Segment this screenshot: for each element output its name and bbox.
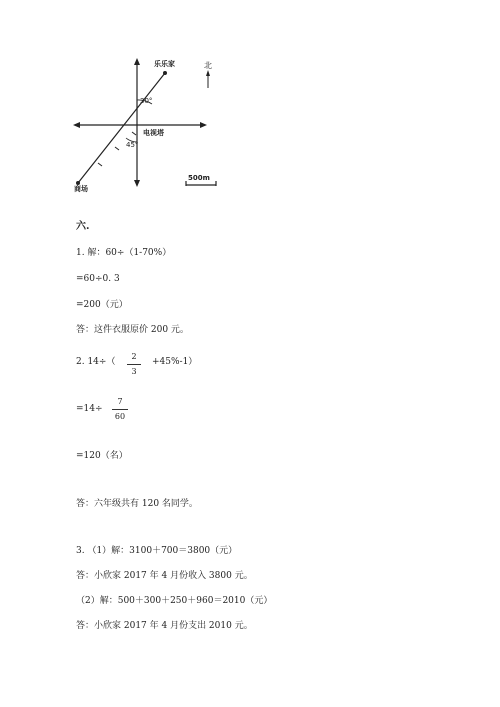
scale-label: 500m (188, 174, 210, 182)
fraction-numerator: 7 (117, 397, 123, 406)
diagonal-tick (115, 147, 119, 150)
north-arrowhead (134, 58, 140, 65)
diagonal-route (78, 73, 165, 183)
diagonal-tick (98, 163, 102, 166)
fraction-bar (112, 409, 128, 410)
q2-line2-prefix: =14÷ (76, 404, 103, 414)
fraction-denominator: 3 (131, 367, 137, 376)
q3-part2: （2）解：500＋300＋250＋960＝2010（元） (76, 596, 273, 606)
diagonal-tick (132, 132, 136, 135)
lelejia-label: 乐乐家 (154, 60, 175, 68)
fraction-bar (127, 364, 141, 365)
west-arrowhead (73, 122, 80, 128)
fraction-denominator: 60 (114, 412, 126, 421)
south-arrowhead (134, 180, 140, 187)
lelejia-point (163, 71, 167, 75)
q2-line3: =120（名） (76, 451, 128, 461)
q2-fraction-two-thirds (127, 352, 141, 377)
mall-label: 商场 (74, 185, 88, 193)
q3-answer1: 答：小欣家 2017 年 4 月份收入 3800 元。 (76, 571, 253, 581)
q2-fraction-seven-sixtieths (112, 397, 128, 422)
q3-answer2: 答：小欣家 2017 年 4 月份支出 2010 元。 (76, 621, 253, 631)
north-arrow-head (206, 70, 210, 76)
q1-line1: 1. 解：60÷（1-70%） (76, 248, 172, 258)
fraction-numerator: 2 (131, 352, 137, 361)
q2-answer: 答：六年级共有 120 名同学。 (76, 499, 198, 509)
q1-line2: =60÷0. 3 (76, 274, 120, 284)
q1-line3: =200（元） (76, 300, 128, 310)
section-title: 六. (76, 221, 90, 232)
direction-diagram (70, 50, 230, 200)
angle-45-label: 45° (126, 141, 139, 149)
q2-prefix: 2. 14÷（ (76, 357, 116, 367)
q1-answer: 答：这件衣服原价 200 元。 (76, 325, 189, 335)
q2-suffix: +45%-1） (152, 357, 198, 367)
q3-part1: 3. （1）解：3100＋700＝3800（元） (76, 546, 238, 556)
north-label: 北 (204, 61, 212, 70)
angle-30-label: 30° (140, 97, 153, 105)
tv-tower-label: 电视塔 (143, 129, 164, 137)
east-arrowhead (200, 122, 207, 128)
